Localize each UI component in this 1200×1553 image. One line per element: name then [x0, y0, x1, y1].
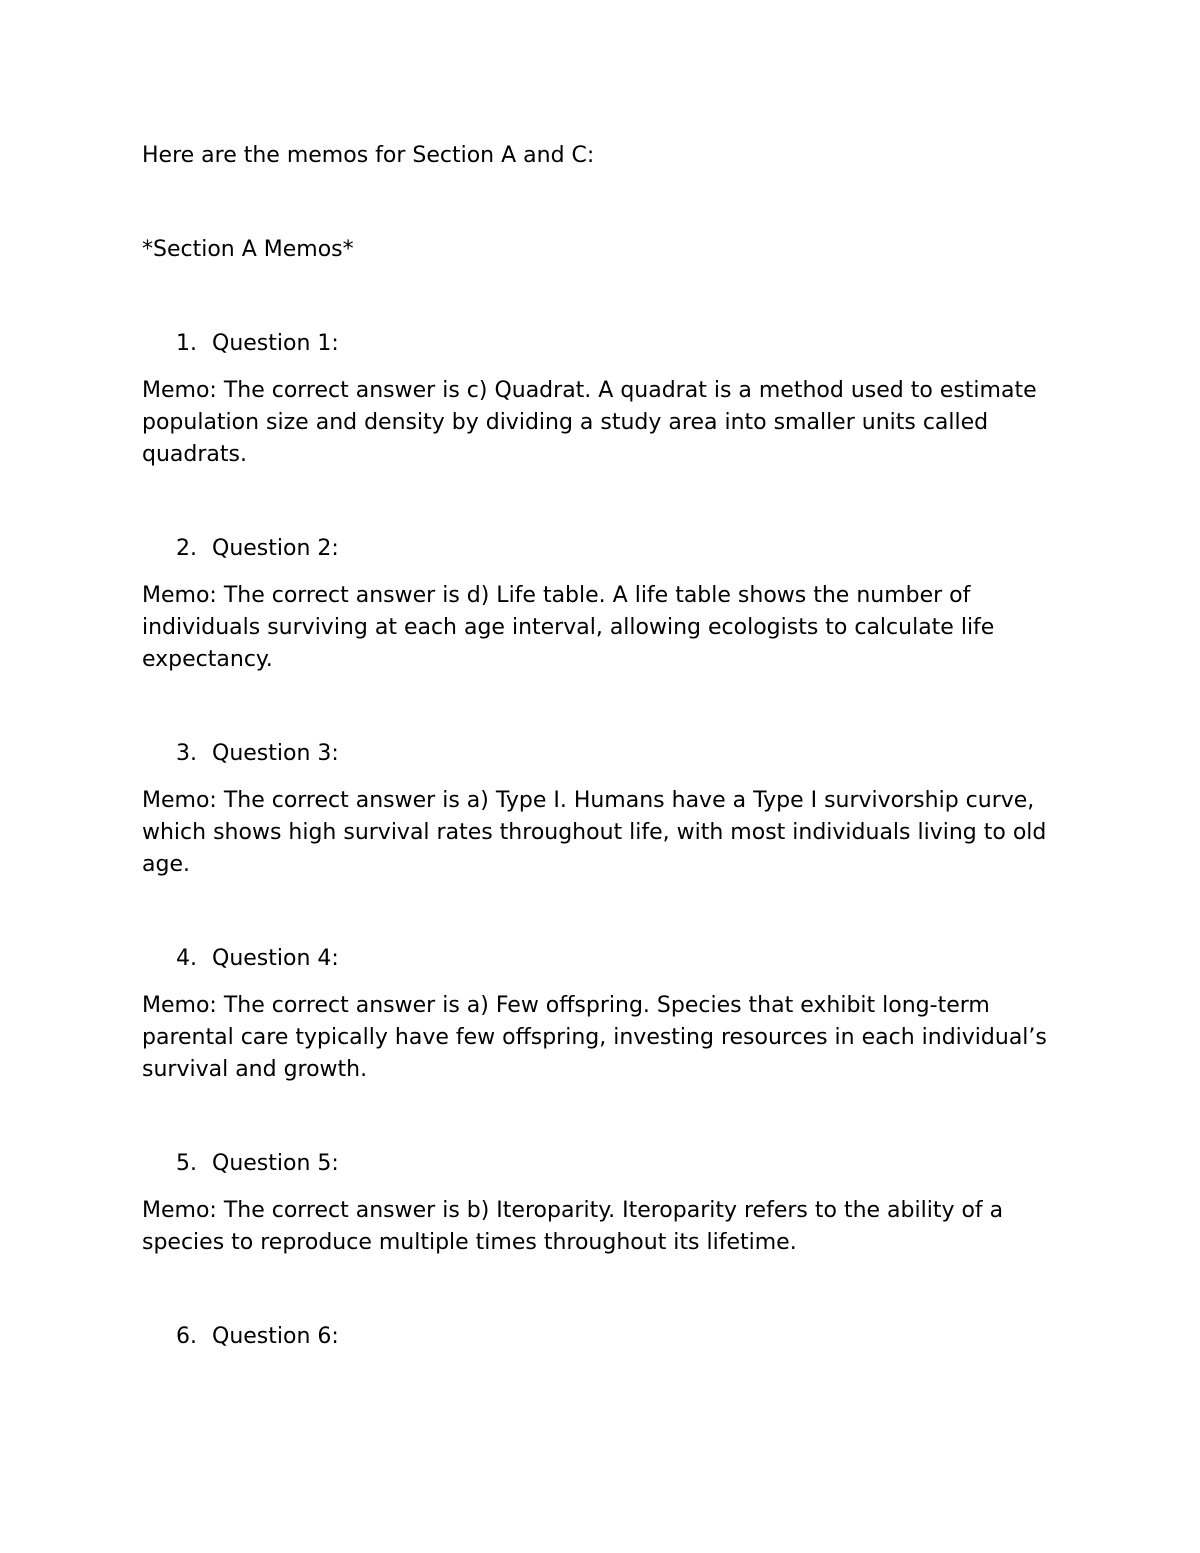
question-title [142, 533, 1072, 565]
question-number: 5. [176, 1151, 197, 1176]
memo-text: Memo: The correct answer is a) Few offspring. Species that exhibit long-term parental care typically have few offspring, investing resources in each individual’s survival and growth. [142, 993, 1047, 1082]
question-title [142, 738, 1072, 770]
question-title [142, 943, 1072, 975]
section-heading: *Section A Memos* [142, 237, 354, 262]
question-number: 1. [176, 331, 197, 356]
question-item [142, 1148, 1072, 1259]
question-item [142, 1321, 1072, 1353]
question-item [142, 738, 1072, 881]
question-number: 4. [176, 946, 197, 971]
question-number: 6. [176, 1324, 197, 1349]
question-label: Question 6: [212, 1324, 339, 1349]
question-label: Question 3: [212, 741, 339, 766]
question-title [142, 328, 1072, 360]
memo-text: Memo: The correct answer is a) Type I. Humans have a Type I survivorship curve, which shows high survival rates throughout life, with most individuals living to old age. [142, 788, 1047, 877]
question-title [142, 1321, 1072, 1353]
question-item [142, 943, 1072, 1086]
memo-text: Memo: The correct answer is c) Quadrat. A quadrat is a method used to estimate population size and density by dividing a study area into smaller units called quadrats. [142, 378, 1037, 467]
question-label: Question 1: [212, 331, 339, 356]
question-list [142, 328, 1072, 1353]
question-item [142, 328, 1072, 471]
question-title [142, 1148, 1072, 1180]
document-content [142, 140, 1072, 1353]
question-label: Question 5: [212, 1151, 339, 1176]
memo-text: Memo: The correct answer is b) Iteroparity. Iteroparity refers to the ability of a species to reproduce multiple times throughout its lifetime. [142, 1198, 1004, 1255]
memo-text: Memo: The correct answer is d) Life table. A life table shows the number of individuals surviving at each age interval, allowing ecologists to calculate life expectancy. [142, 583, 995, 672]
question-label: Question 2: [212, 536, 339, 561]
question-item [142, 533, 1072, 676]
question-number: 2. [176, 536, 197, 561]
question-number: 3. [176, 741, 197, 766]
question-label: Question 4: [212, 946, 339, 971]
intro-text: Here are the memos for Section A and C: [142, 143, 595, 168]
